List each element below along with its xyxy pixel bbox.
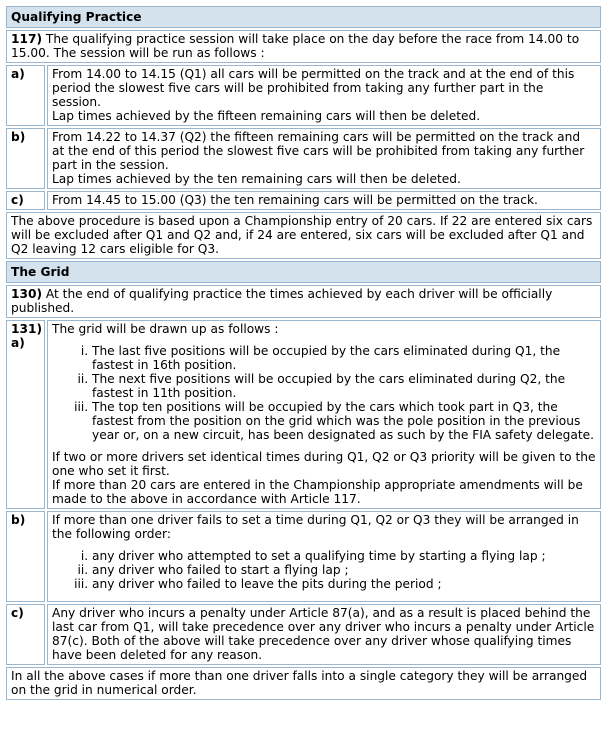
grid-note: In all the above cases if more than one driver falls into a single category they will be arranged on the grid in numerical order. bbox=[6, 667, 601, 700]
article-number: 117) bbox=[11, 32, 43, 46]
article-text: The qualifying practice session will take place on the day before the race from 14.00 to 15.00. The session will be run as follows : bbox=[11, 32, 580, 60]
article-117 bbox=[6, 30, 601, 63]
item-label: c) bbox=[6, 604, 45, 665]
item-body bbox=[47, 511, 601, 602]
item-text: Any driver who incurs a penalty under Article 87(a), and as a result is placed behind the last car from Q1, will take precedence over any driver who incurs a penalty under Article 87(c). Both of the above will take precedence over any driver whose qualifying times have been deleted for any reason. bbox=[52, 606, 595, 662]
list-item: ii. any driver who failed to start a flying lap ; bbox=[92, 563, 596, 577]
grid-item-row-b bbox=[6, 511, 601, 602]
article-131-row bbox=[6, 320, 601, 509]
regulations-table bbox=[4, 4, 603, 702]
item-body bbox=[47, 65, 601, 126]
article-number: 131) bbox=[11, 322, 43, 336]
article-number: 130) bbox=[11, 287, 43, 301]
article-131-label bbox=[6, 320, 45, 509]
item-label: c) bbox=[6, 191, 45, 210]
section-header-grid: The Grid bbox=[6, 261, 601, 283]
item-text: If two or more drivers set identical times during Q1, Q2 or Q3 priority will be given to the one who set it first. bbox=[52, 450, 596, 478]
item-body bbox=[47, 128, 601, 189]
item-label: b) bbox=[6, 511, 45, 602]
no-time-order-list bbox=[52, 549, 596, 591]
qualifying-note: The above procedure is based upon a Championship entry of 20 cars. If 22 are entered six cars will be excluded after Q1 and Q2 and, if 24 are entered, six cars will be excluded after Q1 and Q2 leaving 12 cars eligible for Q3. bbox=[6, 212, 601, 259]
regulations-document bbox=[4, 4, 603, 702]
item-row-a bbox=[6, 65, 601, 126]
article-131-body bbox=[47, 320, 601, 509]
item-intro: The grid will be drawn up as follows : bbox=[52, 322, 279, 336]
item-text: If more than 20 cars are entered in the Championship appropriate amendments will be made to the above in accordance with Article 117. bbox=[52, 478, 583, 506]
item-label: a) bbox=[11, 336, 25, 350]
grid-positions-list bbox=[52, 344, 596, 442]
section-header-row bbox=[6, 6, 601, 28]
item-row-b bbox=[6, 128, 601, 189]
item-intro: If more than one driver fails to set a time during Q1, Q2 or Q3 they will be arranged in the following order: bbox=[52, 513, 579, 541]
item-label: a) bbox=[6, 65, 45, 126]
section-header-qualifying: Qualifying Practice bbox=[6, 6, 601, 28]
item-text: Lap times achieved by the ten remaining cars will then be deleted. bbox=[52, 172, 461, 186]
item-text: From 14.45 to 15.00 (Q3) the ten remaining cars will be permitted on the track. bbox=[52, 193, 538, 207]
item-row-c bbox=[6, 191, 601, 210]
list-item: iii. any driver who failed to leave the pits during the period ; bbox=[92, 577, 596, 591]
list-item: i. The last five positions will be occupied by the cars eliminated during Q1, the fastest in 16th position. bbox=[92, 344, 596, 372]
article-text: At the end of qualifying practice the times achieved by each driver will be officially published. bbox=[11, 287, 553, 315]
article-130-row bbox=[6, 285, 601, 318]
list-item: iii. The top ten positions will be occupied by the cars which took part in Q3, the fastest from the position on the grid which was the pole position in the previous year or, on a new circuit, has been designated as such by the FIA safety delegate. bbox=[92, 400, 596, 442]
article-117-row bbox=[6, 30, 601, 63]
grid-item-row-c bbox=[6, 604, 601, 665]
section-header-row bbox=[6, 261, 601, 283]
list-item: i. any driver who attempted to set a qualifying time by starting a flying lap ; bbox=[92, 549, 596, 563]
item-text: From 14.22 to 14.37 (Q2) the fifteen remaining cars will be permitted on the track and at the end of this period the slowest five cars will be prohibited from taking any further part in the session. bbox=[52, 130, 585, 172]
item-text: From 14.00 to 14.15 (Q1) all cars will be permitted on the track and at the end of this period the slowest five cars will be prohibited from taking any further part in the session. bbox=[52, 67, 575, 109]
list-item: ii. The next five positions will be occupied by the cars eliminated during Q2, the fastest in 11th position. bbox=[92, 372, 596, 400]
article-130 bbox=[6, 285, 601, 318]
item-text: Lap times achieved by the fifteen remaining cars will then be deleted. bbox=[52, 109, 481, 123]
item-body bbox=[47, 191, 601, 210]
qualifying-note-row bbox=[6, 212, 601, 259]
item-label: b) bbox=[6, 128, 45, 189]
item-body bbox=[47, 604, 601, 665]
grid-note-row bbox=[6, 667, 601, 700]
